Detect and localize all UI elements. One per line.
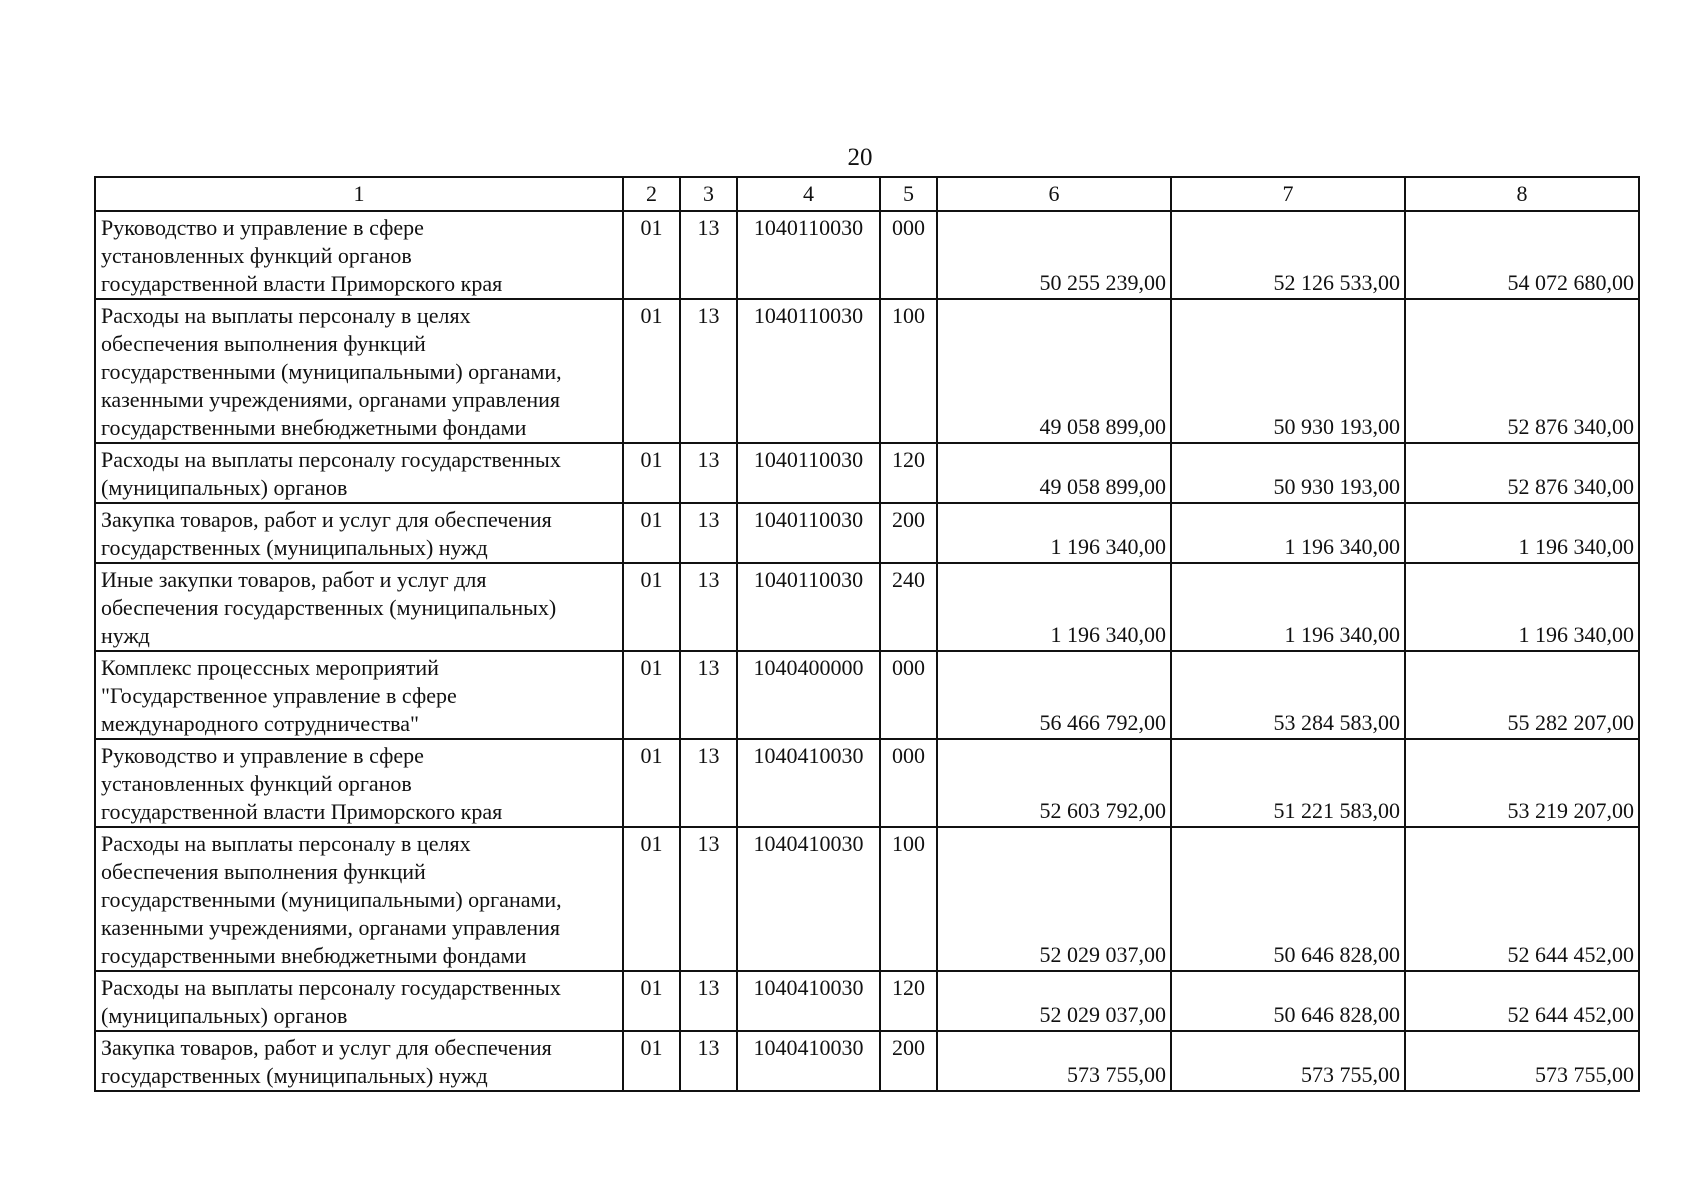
expense-type-code: 200: [880, 1031, 937, 1091]
expense-type-code: 200: [880, 503, 937, 563]
section-code: 01: [623, 971, 680, 1031]
expense-type-code: 240: [880, 563, 937, 651]
section-code: 01: [623, 1031, 680, 1091]
row-description: Руководство и управление в сфере установленных функций органов государственной власти Приморского края: [95, 211, 623, 299]
amount-col-7: 1 196 340,00: [1171, 563, 1405, 651]
amount-col-7: 50 930 193,00: [1171, 443, 1405, 503]
row-description: Расходы на выплаты персоналу в целях обеспечения выполнения функций государственными (муниципальными) органами, казенными учреждениями, органами управления государственными внебюджетными фондами: [95, 299, 623, 443]
subsection-code: 13: [680, 651, 737, 739]
table-row: [95, 651, 1639, 739]
header-cell-7: 7: [1171, 177, 1405, 211]
page-number: 20: [847, 144, 873, 171]
amount-col-7: 573 755,00: [1171, 1031, 1405, 1091]
amount-col-6: 50 255 239,00: [937, 211, 1171, 299]
amount-col-8: 52 644 452,00: [1405, 971, 1639, 1031]
subsection-code: 13: [680, 443, 737, 503]
amount-col-8: 1 196 340,00: [1405, 503, 1639, 563]
subsection-code: 13: [680, 1031, 737, 1091]
amount-col-8: 52 876 340,00: [1405, 299, 1639, 443]
table-row: [95, 443, 1639, 503]
section-code: 01: [623, 443, 680, 503]
budget-table: [94, 176, 1640, 1092]
header-cell-4: 4: [737, 177, 880, 211]
header-cell-8: 8: [1405, 177, 1639, 211]
subsection-code: 13: [680, 563, 737, 651]
target-article-code: 1040110030: [737, 299, 880, 443]
table-row: [95, 971, 1639, 1031]
subsection-code: 13: [680, 739, 737, 827]
expense-type-code: 120: [880, 971, 937, 1031]
section-code: 01: [623, 211, 680, 299]
section-code: 01: [623, 739, 680, 827]
row-description: Закупка товаров, работ и услуг для обеспечения государственных (муниципальных) нужд: [95, 503, 623, 563]
header-cell-3: 3: [680, 177, 737, 211]
header-cell-6: 6: [937, 177, 1171, 211]
target-article-code: 1040400000: [737, 651, 880, 739]
amount-col-6: 49 058 899,00: [937, 299, 1171, 443]
section-code: 01: [623, 827, 680, 971]
amount-col-8: 55 282 207,00: [1405, 651, 1639, 739]
amount-col-6: 1 196 340,00: [937, 563, 1171, 651]
amount-col-8: 52 644 452,00: [1405, 827, 1639, 971]
table-row: [95, 211, 1639, 299]
row-description: Расходы на выплаты персоналу государственных (муниципальных) органов: [95, 971, 623, 1031]
row-description: Закупка товаров, работ и услуг для обеспечения государственных (муниципальных) нужд: [95, 1031, 623, 1091]
amount-col-7: 52 126 533,00: [1171, 211, 1405, 299]
expense-type-code: 120: [880, 443, 937, 503]
subsection-code: 13: [680, 503, 737, 563]
row-description: Руководство и управление в сфере установленных функций органов государственной власти Приморского края: [95, 739, 623, 827]
amount-col-7: 51 221 583,00: [1171, 739, 1405, 827]
amount-col-8: 573 755,00: [1405, 1031, 1639, 1091]
amount-col-6: 52 029 037,00: [937, 827, 1171, 971]
amount-col-8: 52 876 340,00: [1405, 443, 1639, 503]
target-article-code: 1040110030: [737, 503, 880, 563]
section-code: 01: [623, 563, 680, 651]
expense-type-code: 100: [880, 299, 937, 443]
table-row: [95, 503, 1639, 563]
amount-col-6: 52 029 037,00: [937, 971, 1171, 1031]
table-row: [95, 1031, 1639, 1091]
target-article-code: 1040410030: [737, 739, 880, 827]
subsection-code: 13: [680, 211, 737, 299]
target-article-code: 1040410030: [737, 971, 880, 1031]
target-article-code: 1040110030: [737, 563, 880, 651]
target-article-code: 1040110030: [737, 443, 880, 503]
amount-col-7: 50 646 828,00: [1171, 827, 1405, 971]
amount-col-8: 53 219 207,00: [1405, 739, 1639, 827]
amount-col-7: 53 284 583,00: [1171, 651, 1405, 739]
header-cell-5: 5: [880, 177, 937, 211]
subsection-code: 13: [680, 827, 737, 971]
amount-col-8: 54 072 680,00: [1405, 211, 1639, 299]
table-row: [95, 739, 1639, 827]
target-article-code: 1040410030: [737, 1031, 880, 1091]
target-article-code: 1040110030: [737, 211, 880, 299]
header-cell-1: 1: [95, 177, 623, 211]
expense-type-code: 000: [880, 739, 937, 827]
table-body: [95, 177, 1639, 1091]
amount-col-6: 52 603 792,00: [937, 739, 1171, 827]
table-header-row: [95, 177, 1639, 211]
expense-type-code: 000: [880, 211, 937, 299]
row-description: Комплекс процессных мероприятий "Государственное управление в сфере международного сотрудничества": [95, 651, 623, 739]
amount-col-7: 50 646 828,00: [1171, 971, 1405, 1031]
amount-col-7: 1 196 340,00: [1171, 503, 1405, 563]
expense-type-code: 000: [880, 651, 937, 739]
amount-col-6: 56 466 792,00: [937, 651, 1171, 739]
amount-col-6: 573 755,00: [937, 1031, 1171, 1091]
table-row: [95, 827, 1639, 971]
target-article-code: 1040410030: [737, 827, 880, 971]
amount-col-6: 1 196 340,00: [937, 503, 1171, 563]
subsection-code: 13: [680, 971, 737, 1031]
expense-type-code: 100: [880, 827, 937, 971]
amount-col-8: 1 196 340,00: [1405, 563, 1639, 651]
amount-col-6: 49 058 899,00: [937, 443, 1171, 503]
row-description: Расходы на выплаты персоналу в целях обеспечения выполнения функций государственными (муниципальными) органами, казенными учреждениями, органами управления государственными внебюджетными фондами: [95, 827, 623, 971]
section-code: 01: [623, 299, 680, 443]
section-code: 01: [623, 651, 680, 739]
subsection-code: 13: [680, 299, 737, 443]
row-description: Расходы на выплаты персоналу государственных (муниципальных) органов: [95, 443, 623, 503]
section-code: 01: [623, 503, 680, 563]
amount-col-7: 50 930 193,00: [1171, 299, 1405, 443]
row-description: Иные закупки товаров, работ и услуг для обеспечения государственных (муниципальных) нужд: [95, 563, 623, 651]
table-row: [95, 299, 1639, 443]
table-row: [95, 563, 1639, 651]
header-cell-2: 2: [623, 177, 680, 211]
